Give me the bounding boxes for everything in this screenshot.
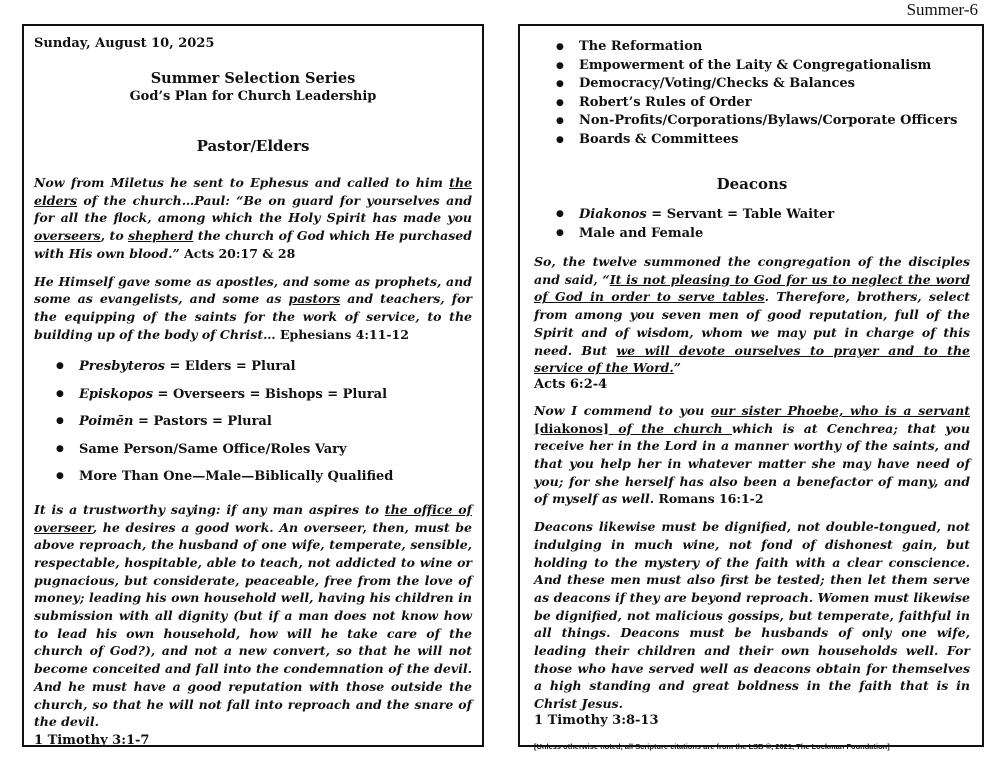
scripture-reference: Ephesians 4:11-12 xyxy=(279,326,409,342)
list-item: ● The Reformation xyxy=(534,38,970,57)
list-item: ● Diakonos = Servant = Table Waiter xyxy=(534,205,970,224)
list-item: ● More Than One—Male—Biblically Qualified xyxy=(34,463,472,491)
list-item: ● Presbyteros = Elders = Plural xyxy=(34,353,472,381)
scripture-reference: Acts 20:17 & 28 xyxy=(184,245,296,261)
church-governance-list xyxy=(534,38,970,149)
list-item: ● Democracy/Voting/Checks & Balances xyxy=(534,75,970,94)
scripture-reference: 1 Timothy 3:8-13 xyxy=(534,712,659,728)
list-item: ● Empowerment of the Laity & Congregationalism xyxy=(534,57,970,76)
elder-terms-list xyxy=(34,353,472,491)
series-subtitle: God’s Plan for Church Leadership xyxy=(129,89,377,104)
passage-acts-6: So, the twelve summoned the congregation of the disciples and said, “It is not pleasing to God for us to neglect the word of God in order to serve tables. Therefore, brothers, select from among you seven men of good reputation, full of the Spirit and of wisdom, whom we may put in charge of this need. But we will devote ourselves to prayer and to the service of the Word.” xyxy=(534,254,970,376)
section-title-deacons: Deacons xyxy=(716,175,788,193)
list-item: ● Poimēn = Pastors = Plural xyxy=(34,408,472,436)
passage-acts-20: Now from Miletus he sent to Ephesus and called to him the elders of the church…Paul: “Be on guard for yourselves and for all the flock, among which the Holy Spirit has made you overseers, to shepherd the church of God which He purchased with His own blood.” Acts 20:17 & 28 xyxy=(34,175,472,261)
left-panel xyxy=(22,24,484,747)
list-item: ● Robert’s Rules of Order xyxy=(534,94,970,113)
scripture-reference: Acts 6:2-4 xyxy=(534,376,608,392)
scripture-reference: Romans 16:1-2 xyxy=(658,491,764,507)
passage-romans-16: Now I commend to you our sister Phoebe, who is a servant [diakonos] of the church which is at Cenchrea; that you receive her in the Lord in a manner worthy of the saints, and that you help her in whatever matter she may have need of you; for she herself has also been a benefactor of many, and of myself as well. Romans 16:1-2 xyxy=(534,402,970,507)
citation-footnote: [Unless otherwise noted, all Scripture citations are from the LSB ©, 2021, The Lockman Foundation] xyxy=(534,741,890,751)
bulletin-date: Sunday, August 10, 2025 xyxy=(34,36,215,51)
list-item: ● Same Person/Same Office/Roles Vary xyxy=(34,436,472,464)
scripture-reference: 1 Timothy 3:1-7 xyxy=(34,732,150,748)
list-item: ● Non-Profits/Corporations/Bylaws/Corporate Officers xyxy=(534,112,970,131)
right-panel xyxy=(518,24,984,751)
page-tag: Summer-6 xyxy=(906,0,978,19)
list-item: ● Boards & Committees xyxy=(534,131,970,150)
section-title-pastor-elders: Pastor/Elders xyxy=(196,137,310,155)
series-title: Summer Selection Series xyxy=(150,70,356,87)
list-item: ● Episkopos = Overseers = Bishops = Plural xyxy=(34,381,472,409)
passage-ephesians-4: He Himself gave some as apostles, and some as prophets, and some as evangelists, and some as pastors and teachers, for the equipping of the saints for the work of service, to the building up of the body of Christ… Ephesians 4:11-12 xyxy=(34,273,472,342)
list-item: ● Male and Female xyxy=(534,224,970,243)
passage-1-timothy-3-8: Deacons likewise must be dignified, not double-tongued, not indulging in much wine, not fond of dishonest gain, but holding to the mystery of the faith with a clear conscience. And these men must also first be tested; then let them serve as deacons if they are beyond reproach. Women must likewise be dignified, not malicious gossips, but temperate, faithful in all things. Deacons must be husbands of only one wife, leading their children and their own households well. For those who have served well as deacons obtain for themselves a high standing and great boldness in the faith that is in Christ Jesus. xyxy=(534,519,970,712)
deacon-terms-list xyxy=(534,205,970,243)
passage-1-timothy-3-1: It is a trustworthy saying: if any man aspires to the office of overseer, he desires a good work. An overseer, then, must be above reproach, the husband of one wife, temperate, sensible, respectable, hospitable, able to teach, not addicted to wine or pugnacious, but considerate, peaceable, free from the love of money; leading his own household well, having his children in submission with all dignity (but if a man does not know how to lead his own household, how will he take care of the church of God?), and not a new convert, so that he will not become conceited and fall into the condemnation of the devil. And he must have a good reputation with those outside the church, so that he will not fall into reproach and the snare of the devil. xyxy=(34,501,472,730)
